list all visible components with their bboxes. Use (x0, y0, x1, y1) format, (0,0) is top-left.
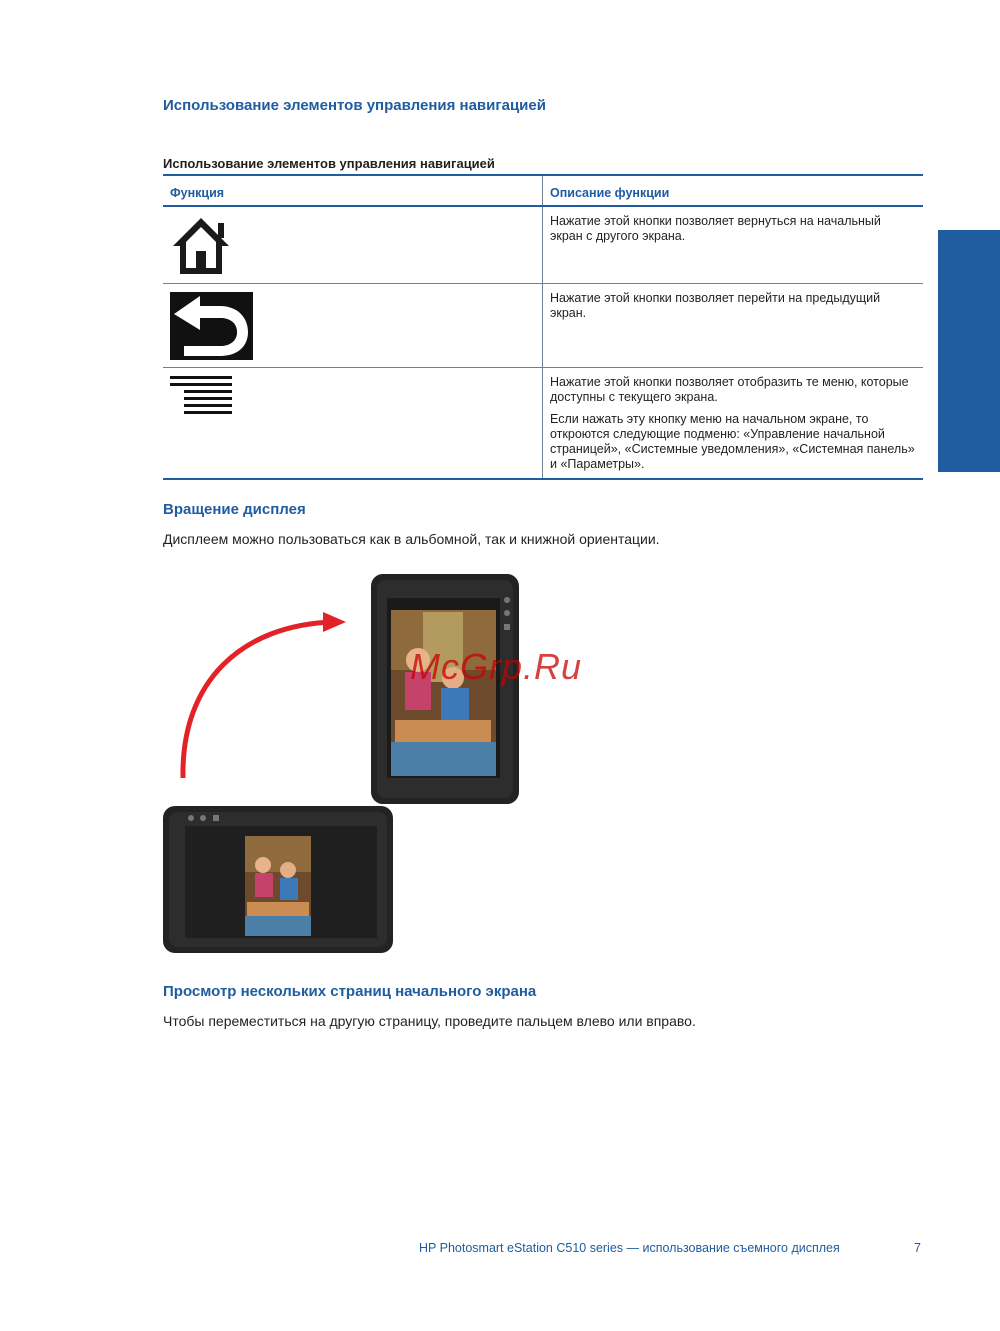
watermark-text: McGrp.Ru (410, 646, 583, 687)
menu-icon (170, 376, 232, 416)
function-cell (163, 206, 543, 284)
home-pages-text: Чтобы переместиться на другую страницу, проведите пальцем влево или вправо. (163, 1013, 696, 1029)
description-text: Если нажать эту кнопку меню на начальном экране, то откроются следующие подменю: «Управление начальной страницей», «Системные уведомления», «Системная панель» и «Параметры». (550, 412, 915, 471)
function-cell (163, 284, 543, 368)
chapter-side-tab (938, 230, 1000, 472)
description-text: Нажатие этой кнопки позволяет отобразить те меню, которые доступны с текущего экрана. (550, 375, 909, 404)
section-title-navigation: Использование элементов управления навигацией (163, 97, 546, 114)
footer-title: HP Photosmart eStation C510 series — использование съемного дисплея (419, 1241, 840, 1255)
table-caption: Использование элементов управления навигацией (163, 156, 495, 171)
column-header-description: Описание функции (543, 175, 924, 206)
description-text: Нажатие этой кнопки позволяет вернуться на начальный экран с другого экрана. (550, 214, 881, 243)
description-cell (543, 206, 924, 284)
function-cell (163, 368, 543, 480)
description-text: Нажатие этой кнопки позволяет перейти на предыдущий экран. (550, 291, 881, 320)
page-number: 7 (914, 1241, 921, 1255)
description-cell (543, 368, 924, 480)
table-row (163, 284, 923, 368)
portrait-tablet-image (371, 574, 519, 804)
section-title-home-pages: Просмотр нескольких страниц начального экрана (163, 983, 537, 1000)
section-title-rotation: Вращение дисплея (163, 501, 306, 518)
table-row (163, 368, 923, 480)
home-icon (170, 215, 232, 277)
rotation-arrow-icon (183, 622, 333, 778)
table-row (163, 206, 923, 284)
rotation-figure-svg (163, 570, 563, 955)
rotation-illustration (163, 570, 563, 955)
rotation-text: Дисплеем можно пользоваться как в альбомной, так и книжной ориентации. (163, 531, 660, 547)
landscape-tablet-image (163, 806, 393, 953)
column-header-function: Функция (163, 175, 543, 206)
navigation-controls-table (163, 174, 923, 480)
description-cell (543, 284, 924, 368)
back-icon (170, 292, 253, 360)
